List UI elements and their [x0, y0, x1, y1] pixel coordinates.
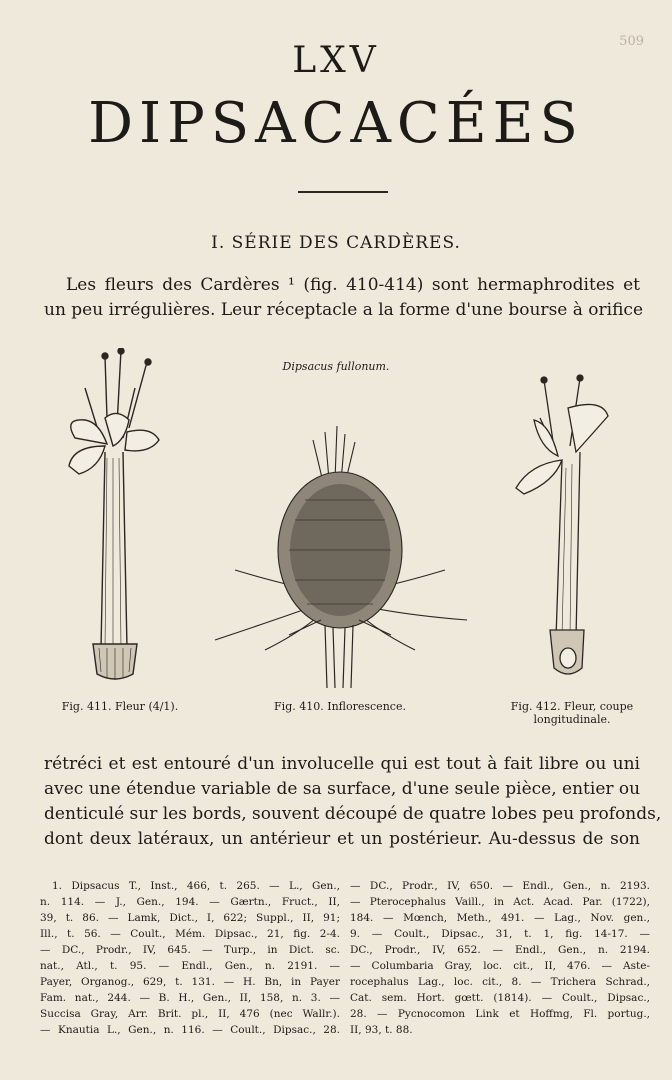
caption-fig-410: Fig. 410. Inflorescence.: [274, 700, 406, 713]
figure-plate: [0, 340, 672, 740]
paragraph-1: [44, 273, 644, 323]
footnote-line: 9. — Coult., Dipsac., 31, t. 1, fig. 14-17. —: [350, 928, 650, 940]
paragraph-1-line-2: un peu irrégulières. Leur réceptacle a la forme d'une bourse à orifice: [44, 300, 644, 320]
flower-illustration: [55, 348, 175, 688]
footnote-line: Ill., t. 56. — Coult., Mém. Dipsac., 21, fig. 2-4.: [40, 928, 340, 940]
section-title: I. SÉRIE DES CARDÈRES.: [211, 233, 461, 253]
footnote-line: Succisa Gray, Arr. Brit. pl., II, 476 (nec Wallr.).: [40, 1008, 340, 1020]
footnote-line: — Knautia L., Gen., n. 116. — Coult., Dipsac., 28.: [40, 1024, 340, 1036]
footnote-line: Cat. sem. Hort. gœtt. (1814). — Coult., Dipsac.,: [350, 992, 650, 1004]
footnote-line: 28. — Pycnocomon Link et Hoffmg, Fl. portug.,: [350, 1008, 650, 1020]
footnotes-left-column: [40, 878, 340, 1038]
paragraph-2-line-4: dont deux latéraux, un antérieur et un postérieur. Au-dessus de son: [44, 829, 640, 849]
caption-fig-411: Fig. 411. Fleur (4/1).: [61, 700, 179, 713]
footnote-line: Fam. nat., 244. — B. H., Gen., II, 158, n. 3. —: [40, 992, 340, 1004]
paragraph-2-line-1: rétréci et est entouré d'un involucelle qui est tout à fait libre ou uni: [44, 754, 640, 774]
footnote-line: 1. Dipsacus T., Inst., 466, t. 265. — L., Gen.,: [52, 880, 340, 892]
plant-name-label: Dipsacus fullonum.: [282, 360, 390, 373]
paragraph-2: [44, 752, 662, 852]
paragraph-2-line-2: avec une étendue variable de sa surface, d'une seule pièce, entier ou: [44, 779, 641, 799]
footnote-line: — DC., Prodr., IV, 650. — Endl., Gen., n. 2193.: [350, 880, 650, 892]
inflorescence-illustration: [205, 420, 475, 690]
chapter-title: DIPSACACÉES: [88, 91, 584, 156]
footnote-line: 39, t. 86. — Lamk, Dict., I, 622; Suppl., II, 91;: [40, 912, 340, 924]
page-number: 509: [619, 34, 644, 49]
footnote-line: nat., Atl., t. 95. — Endl., Gen., n. 2191. —: [40, 960, 340, 972]
footnote-line: rocephalus Lag., loc. cit., 8. — Trichera Schrad.,: [350, 976, 650, 988]
caption-fig-412-line-2: longitudinale.: [533, 713, 611, 726]
chapter-number: LXV: [292, 40, 380, 81]
footnote-line: Payer, Organog., 629, t. 131. — H. Bn, in Payer: [40, 976, 340, 988]
flower-section-illustration: [510, 368, 620, 688]
footnote-line: II, 93, t. 88.: [350, 1024, 413, 1036]
footnote-line: — Columbaria Gray, loc. cit., II, 476. — Aste-: [350, 960, 650, 972]
title-rule: [298, 191, 388, 193]
paragraph-1-line-1: Les fleurs des Cardères ¹ (fig. 410-414) sont hermaphrodites et: [66, 275, 640, 295]
caption-fig-412-line-1: Fig. 412. Fleur, coupe: [510, 700, 634, 713]
footnote-line: DC., Prodr., IV, 652. — Endl., Gen., n. 2194.: [350, 944, 650, 956]
caption-fig-412: [492, 700, 652, 726]
footnote-line: 184. — Mœnch, Meth., 491. — Lag., Nov. gen.,: [350, 912, 650, 924]
paragraph-2-line-3: denticulé sur les bords, souvent découpé de quatre lobes peu profonds,: [44, 804, 662, 824]
footnote-line: — DC., Prodr., IV, 645. — Turp., in Dict. sc.: [40, 944, 340, 956]
footnote-line: — Pterocephalus Vaill., in Act. Acad. Par. (1722),: [350, 896, 650, 908]
footnote-line: n. 114. — J., Gen., 194. — Gærtn., Fruct., II,: [40, 896, 340, 908]
footnotes-right-column: [350, 878, 650, 1038]
